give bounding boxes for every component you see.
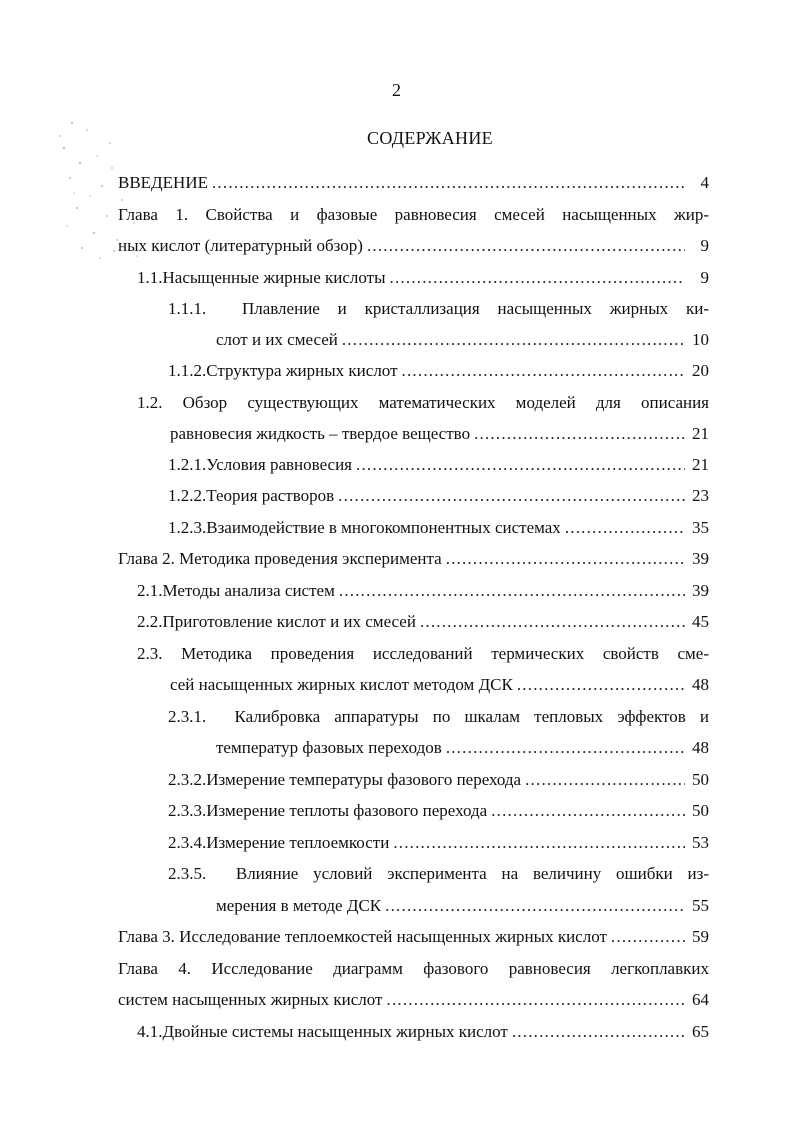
section-number: 1.2. xyxy=(137,393,163,412)
toc-entry-1-2[interactable] xyxy=(170,421,709,447)
toc-entry-2-3[interactable] xyxy=(170,672,709,698)
leader-dots xyxy=(446,546,685,572)
toc-entry-text: Структура жирных кислот xyxy=(206,361,398,380)
toc-page-number: 35 xyxy=(692,518,709,537)
toc-entry-2-3-5[interactable] xyxy=(216,893,709,919)
section-number: 2.3.1. xyxy=(168,707,207,726)
toc-page-number: 4 xyxy=(700,173,709,192)
leader-dots xyxy=(402,358,685,384)
toc-entry-1-1-1[interactable] xyxy=(216,327,709,353)
leader-dots xyxy=(390,265,685,291)
toc-page-number: 9 xyxy=(700,268,709,287)
toc-entry-1-2-3[interactable] xyxy=(168,515,709,541)
toc-entry-ch1-line1[interactable]: Глава 1. Свойства и фазовые равновесия смесей насыщенных жир- xyxy=(118,205,709,224)
leader-dots xyxy=(367,233,685,259)
toc-entry-text: Измерение теплоты фазового перехода xyxy=(206,801,488,820)
leader-dots xyxy=(491,798,685,824)
toc-entry-4-1[interactable] xyxy=(137,1019,709,1045)
leader-dots xyxy=(525,767,685,793)
toc-entry-text: Измерение температуры фазового перехода xyxy=(206,770,522,789)
toc-entry-text: Калибровка аппаратуры по шкалам тепловых эффектов и xyxy=(234,707,709,726)
toc-entry-text: Методы анализа систем xyxy=(162,581,335,600)
toc-title: СОДЕРЖАНИЕ xyxy=(367,128,493,148)
toc-entry-text: равновесия жидкость – твердое вещество xyxy=(170,424,471,443)
leader-dots xyxy=(339,578,685,604)
toc-entry-text: Теория растворов xyxy=(206,486,335,505)
toc-entry-ch4-line1[interactable]: Глава 4. Исследование диаграмм фазового равновесия легкоплавких xyxy=(118,959,709,978)
section-number: 2.2. xyxy=(137,612,163,631)
toc-entry-text: Двойные системы насыщенных жирных кислот xyxy=(162,1022,508,1041)
toc-entry-text: Условия равновесия xyxy=(206,455,352,474)
toc-entry-1-2-2[interactable] xyxy=(168,483,709,509)
toc-entry-1-1-2[interactable] xyxy=(168,358,709,384)
toc-entry-2-3-1-line1[interactable] xyxy=(168,704,709,730)
toc-entry-intro[interactable] xyxy=(118,170,709,196)
toc-entry-1-1[interactable] xyxy=(137,265,709,291)
section-number: 1.2.1. xyxy=(168,455,207,474)
toc-entry-2-3-3[interactable] xyxy=(168,798,709,824)
leader-dots xyxy=(517,672,685,698)
toc-entry-text: ных кислот (литературный обзор) xyxy=(118,236,363,255)
toc-entry-ch1[interactable] xyxy=(118,233,709,259)
toc-entry-text: мерения в методе ДСК xyxy=(216,896,382,915)
section-number: 1.1.1. xyxy=(168,299,207,318)
toc-entry-text: слот и их смесей xyxy=(216,330,338,349)
leader-dots xyxy=(385,893,685,919)
toc-entry-text: Обзор существующих математических моделей для описания xyxy=(182,393,710,412)
toc-entry-text: Методика проведения исследований термических свойств сме- xyxy=(181,644,709,663)
section-number: 1.2.2. xyxy=(168,486,207,505)
toc-entry-ch2[interactable] xyxy=(118,546,709,572)
toc-page-number: 53 xyxy=(692,833,709,852)
toc-entry-ch4[interactable] xyxy=(118,987,709,1013)
section-number: 1.2.3. xyxy=(168,518,207,537)
toc-entry-2-3-4[interactable] xyxy=(168,830,709,856)
toc-entry-2-3-2[interactable] xyxy=(168,767,709,793)
toc-page-number: 50 xyxy=(692,770,709,789)
toc-entry-text: Насыщенные жирные кислоты xyxy=(162,268,386,287)
leader-dots xyxy=(342,327,685,353)
toc-page-number: 20 xyxy=(692,361,709,380)
leader-dots xyxy=(611,924,685,950)
toc-entry-2-2[interactable] xyxy=(137,609,709,635)
toc-page-number: 39 xyxy=(692,549,709,568)
toc-entry-1-2-line1[interactable] xyxy=(137,390,709,416)
leader-dots xyxy=(212,170,685,196)
toc-entry-text: Взаимодействие в многокомпонентных системах xyxy=(206,518,561,537)
toc-page-number: 59 xyxy=(692,927,709,946)
section-number: 2.3. xyxy=(137,644,163,663)
section-number: 1.1.2. xyxy=(168,361,207,380)
toc-entry-2-3-1[interactable] xyxy=(216,735,709,761)
page-number: 2 xyxy=(392,80,401,100)
toc-page-number: 65 xyxy=(692,1022,709,1041)
leader-dots xyxy=(420,609,685,635)
toc-entry-text: ВВЕДЕНИЕ xyxy=(118,173,208,192)
leader-dots xyxy=(446,735,685,761)
leader-dots xyxy=(356,452,685,478)
toc-entry-text: сей насыщенных жирных кислот методом ДСК xyxy=(170,675,513,694)
section-number: 2.3.2. xyxy=(168,770,207,789)
section-number: 2.3.3. xyxy=(168,801,207,820)
toc-entry-2-3-line1[interactable] xyxy=(137,641,709,667)
toc-page-number: 48 xyxy=(692,738,709,757)
toc-entry-1-2-1[interactable] xyxy=(168,452,709,478)
section-number: 4.1. xyxy=(137,1022,163,1041)
toc-page-number: 10 xyxy=(692,330,709,349)
toc-page-number: 21 xyxy=(692,455,709,474)
toc-entry-text: Приготовление кислот и их смесей xyxy=(162,612,416,631)
toc-page-number: 55 xyxy=(692,896,709,915)
toc-entry-text: систем насыщенных жирных кислот xyxy=(118,990,383,1009)
toc-entry-text: температур фазовых переходов xyxy=(216,738,442,757)
toc-entry-ch3[interactable] xyxy=(118,924,709,950)
leader-dots xyxy=(393,830,685,856)
toc-page-number: 50 xyxy=(692,801,709,820)
toc-page-number: 64 xyxy=(692,990,709,1009)
leader-dots xyxy=(565,515,685,541)
section-number: 2.3.4. xyxy=(168,833,207,852)
toc-page-number: 9 xyxy=(700,236,709,255)
toc-entry-text: Измерение теплоемкости xyxy=(206,833,390,852)
toc-page-number: 45 xyxy=(692,612,709,631)
toc-entry-1-1-1-line1[interactable] xyxy=(168,296,709,322)
toc-entry-text: Плавление и кристаллизация насыщенных жирных ки- xyxy=(241,299,709,318)
leader-dots xyxy=(338,483,685,509)
toc-entry-2-1[interactable] xyxy=(137,578,709,604)
toc-page-number: 23 xyxy=(692,486,709,505)
leader-dots xyxy=(512,1019,685,1045)
section-number: 2.1. xyxy=(137,581,163,600)
toc-page-number: 48 xyxy=(692,675,709,694)
toc-entry-text: Влияние условий эксперимента на величину ошибки из- xyxy=(235,864,710,883)
toc-page-number: 21 xyxy=(692,424,709,443)
toc-entry-text: Глава 2. Методика проведения эксперимента xyxy=(118,549,442,568)
toc-entry-2-3-5-line1[interactable] xyxy=(168,861,709,887)
section-number: 1.1. xyxy=(137,268,163,287)
leader-dots xyxy=(474,421,685,447)
section-number: 2.3.5. xyxy=(168,864,207,883)
leader-dots xyxy=(387,987,686,1013)
toc-entry-text: Глава 3. Исследование теплоемкостей насыщенных жирных кислот xyxy=(118,927,607,946)
toc-page-number: 39 xyxy=(692,581,709,600)
